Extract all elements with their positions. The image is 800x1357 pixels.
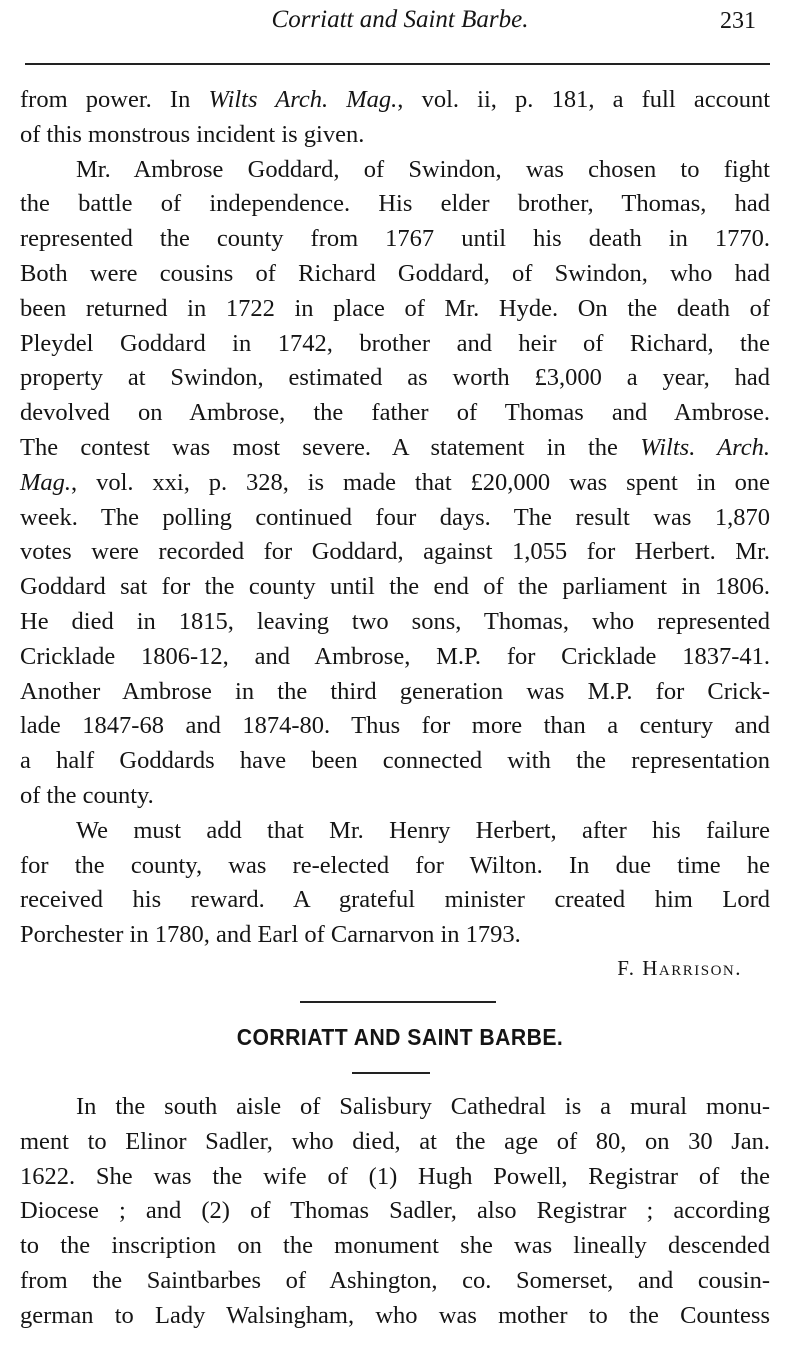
text-run: of the county. (20, 782, 154, 809)
text-run: to the inscription on the monument she was lineally descended (20, 1232, 770, 1260)
section-heading: CORRIATT AND SAINT BARBE. (236, 1024, 564, 1050)
text-line (20, 433, 770, 463)
text-run: represented the county from 1767 until his death in 1770. (20, 225, 770, 253)
text-line (20, 1301, 770, 1331)
text-run: votes were recorded for Goddard, against 1,055 for Herbert. Mr. (20, 538, 770, 566)
signature: F. Harrison. (617, 956, 742, 980)
text-run: week. The polling continued four days. The result was 1,870 (20, 503, 770, 531)
text-run: We must add that Mr. Henry Herbert, after his failure (76, 816, 770, 844)
text-run: The contest was most severe. A statement in the (20, 434, 641, 461)
text-line (20, 607, 770, 637)
text-run: been returned in 1722 in place of Mr. Hyde. On the death of (20, 294, 770, 322)
text-line (76, 816, 770, 846)
text-line (20, 746, 770, 776)
page-number: 231 (720, 8, 756, 34)
text-line (20, 1266, 770, 1296)
text-run: for the county, was re-elected for Wilton. In due time he (20, 851, 770, 879)
text-line (20, 885, 770, 915)
text-run: devolved on Ambrose, the father of Thomas and Ambrose. (20, 399, 770, 427)
text-run: Both were cousins of Richard Goddard, of Swindon, who had (20, 260, 770, 287)
text-line (20, 711, 770, 741)
text-line (20, 781, 770, 811)
text-line (20, 120, 770, 150)
text-run: the battle of independence. His elder brother, Thomas, had (20, 190, 770, 218)
text-line (20, 851, 770, 881)
text-run: of this monstrous incident is given. (20, 120, 365, 148)
text-line (20, 329, 770, 359)
text-run: lade 1847-68 and 1874-80. Thus for more than a century and (20, 712, 770, 740)
text-line (20, 294, 770, 324)
text-line (20, 537, 770, 567)
text-run: received his reward. A grateful minister created him Lord (20, 886, 770, 914)
text-line (20, 85, 770, 115)
text-run: from power. In (20, 86, 209, 113)
header-rule (25, 63, 770, 65)
text-line (20, 920, 770, 950)
text-run: Pleydel Goddard in 1742, brother and heir of Richard, the (20, 329, 770, 357)
text-line (20, 224, 770, 254)
text-run: german to Lady Walsingham, who was mother to the Countess (20, 1301, 770, 1329)
italic-text: Mag. (20, 468, 72, 496)
text-line (20, 1127, 770, 1157)
text-line (76, 155, 770, 185)
text-run: Goddard sat for the county until the end of the parliament in 1806. (20, 573, 770, 601)
text-run: a half Goddards have been connected with the representation (20, 747, 770, 775)
text-line (20, 468, 770, 498)
running-title: Corriatt and Saint Barbe. (271, 6, 529, 33)
text-line (20, 677, 770, 707)
text-run: from the Saintbarbes of Ashington, co. Somerset, and cousin- (20, 1267, 770, 1294)
italic-text: Wilts. Arch. (640, 434, 770, 461)
text-run: Diocese ; and (2) of Thomas Sadler, also Registrar ; according (20, 1197, 770, 1225)
text-run: Mr. Ambrose Goddard, of Swindon, was chosen to fight (76, 155, 770, 183)
text-line (20, 572, 770, 602)
text-run: ment to Elinor Sadler, who died, at the age of 80, on 30 Jan. (20, 1127, 770, 1155)
text-run: In the south aisle of Salisbury Cathedral is a mural monu- (76, 1093, 770, 1120)
text-run: He died in 1815, leaving two sons, Thomas, who represented (20, 608, 770, 635)
heading-underline (352, 1072, 430, 1074)
section-divider (300, 1001, 496, 1003)
text-line (20, 363, 770, 393)
italic-text: Wilts Arch. Mag. (208, 86, 398, 113)
text-line (20, 503, 770, 533)
text-line (20, 1196, 770, 1226)
text-line (20, 259, 770, 289)
text-line (76, 1092, 770, 1122)
text-line (20, 189, 770, 219)
text-run: property at Swindon, estimated as worth £3,000 a year, had (20, 364, 770, 392)
text-run: 1622. She was the wife of (1) Hugh Powell, Registrar of the (20, 1162, 770, 1190)
text-line (20, 642, 770, 672)
text-run: Another Ambrose in the third generation was M.P. for Crick- (20, 677, 770, 705)
text-run: Cricklade 1806-12, and Ambrose, M.P. for Cricklade 1837-41. (20, 642, 770, 670)
text-run: , vol. ii, p. 181, a full account (397, 86, 770, 113)
text-line (20, 1162, 770, 1192)
text-run: , vol. xxi, p. 328, is made that £20,000 was spent in one (71, 468, 770, 496)
text-run: Porchester in 1780, and Earl of Carnarvon in 1793. (20, 921, 521, 949)
text-line (20, 1231, 770, 1261)
text-line (20, 398, 770, 428)
